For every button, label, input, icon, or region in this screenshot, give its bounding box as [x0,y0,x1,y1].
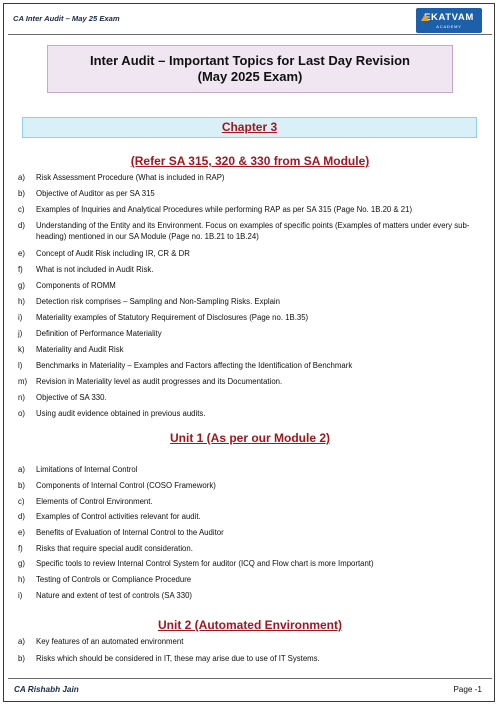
list-item: e) Concept of Audit Risk including IR, CR & DR [18,249,190,258]
list-item: i) Materiality examples of Statutory Requirement of Disclosures (Page no. 1B.35) [18,313,309,322]
footer-divider [8,678,492,679]
list-item: n) Objective of SA 330. [18,393,107,402]
list-item: j) Definition of Performance Materiality [18,329,162,338]
section-heading: (Refer SA 315, 320 & 330 from SA Module) [130,154,370,168]
section-heading: Unit 2 (Automated Environment) [157,618,342,632]
ekatvam-logo-icon [421,14,429,21]
page-number: Page -1 [453,685,482,694]
list-item: g) Specific tools to review Internal Control System for auditor (ICQ and Flow chart is more Important) [18,559,374,568]
document-subtitle: (May 2025 Exam) [197,69,303,84]
list-item: h) Testing of Controls or Compliance Procedure [18,575,192,584]
title-box [47,45,453,93]
list-item: l) Benchmarks in Materiality – Examples and Factors affecting the Identification of Benchmark [18,361,353,370]
list-item: o) Using audit evidence obtained in previous audits. [18,409,206,418]
footer-author: CA Rishabh Jain [14,685,79,694]
list-item: a) Key features of an automated environment [18,637,184,646]
chapter-box [22,117,477,138]
chapter-label: Chapter 3 [221,120,278,134]
list-item: f) Risks that require special audit consideration. [18,544,193,553]
list-item: b) Objective of Auditor as per SA 315 [18,189,155,198]
section-heading: Unit 1 (As per our Module 2) [169,431,330,445]
logo-name: EKATVAM [424,12,474,23]
list-item: c) Examples of Inquiries and Analytical Procedures while performing RAP as per SA 315 (Page No. 1B.20 & 21) [18,205,413,214]
list-item: f) What is not included in Audit Risk. [18,265,154,274]
logo-sub: ACADEMY [436,24,462,29]
list-item: a) Risk Assessment Procedure (What is included in RAP) [18,173,225,182]
list-item: i) Nature and extent of test of controls (SA 330) [18,591,193,600]
list-item: h) Detection risk comprises – Sampling and Non-Sampling Risks. Explain [18,297,280,306]
list-item: k) Materiality and Audit Risk [18,345,124,354]
list-item: e) Benefits of Evaluation of Internal Control to the Auditor [18,528,224,537]
list-item: g) Components of ROMM [18,281,116,290]
list-item: c) Elements of Control Environment. [18,497,153,506]
list-item: d) Examples of Control activities relevant for audit. [18,512,201,521]
list-item: m) Revision in Materiality level as audit progresses and its Documentation. [18,377,283,386]
header-divider [8,34,492,35]
ekatvam-logo [416,8,482,33]
list-item: b) Components of Internal Control (COSO Framework) [18,481,216,490]
list-item: a) Limitations of Internal Control [18,465,138,474]
list-item: b) Risks which should be considered in IT, these may arise due to use of IT Systems. [18,654,320,663]
header-exam-label: CA Inter Audit – May 25 Exam [13,14,120,23]
list-item: d) Understanding of the Entity and its Environment. Focus on examples of specific points (Examples of matters under every sub-heading) mentioned in our SA Module (Page no. 1B.21 to 1B.24) [18,221,470,241]
document-title: Inter Audit – Important Topics for Last Day Revision [90,53,410,68]
